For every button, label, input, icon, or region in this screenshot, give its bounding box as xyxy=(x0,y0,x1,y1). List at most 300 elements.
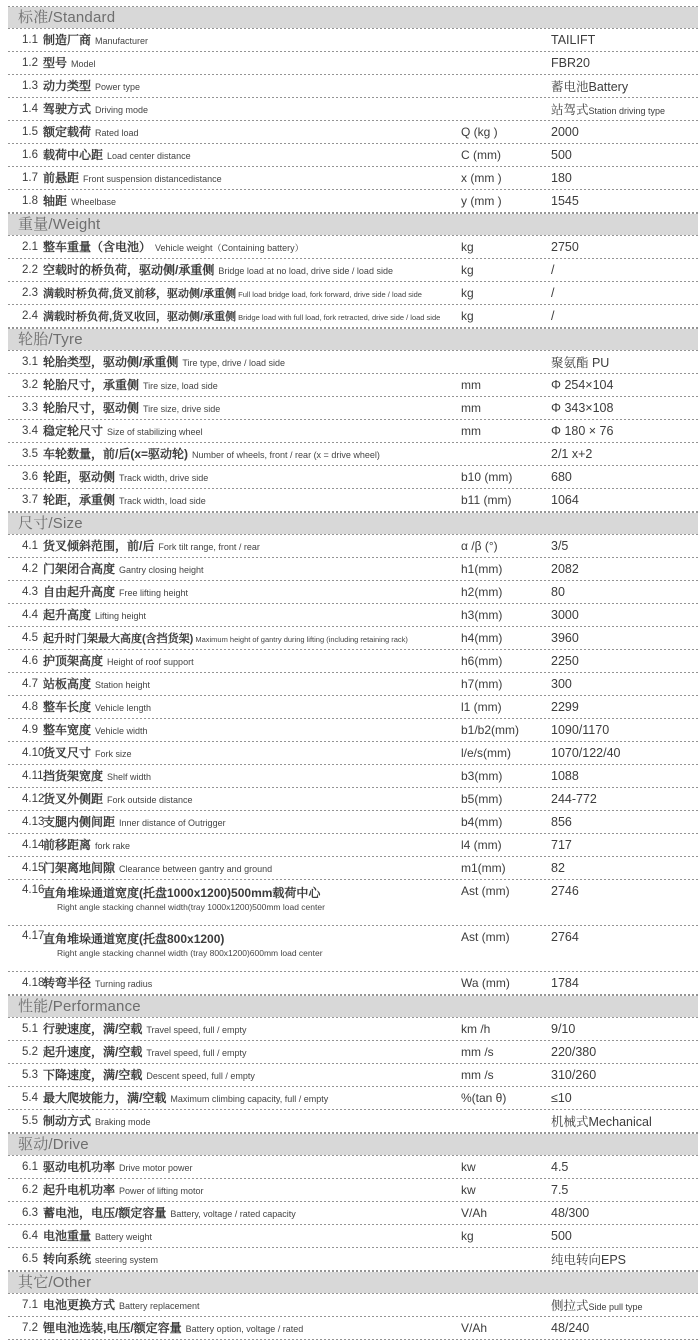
spec-row xyxy=(8,75,698,97)
row-unit-symbol: b11 (mm) xyxy=(461,493,512,507)
row-number: 3.7 xyxy=(22,494,38,506)
row-unit-symbol: Wa (mm) xyxy=(461,976,510,990)
row-label-chinese: 蓄电池，电压/额定容量 xyxy=(43,1206,167,1220)
row-label-english: Height of roof support xyxy=(107,657,194,667)
row-label-english: Bridge load with full load, fork retracted, drive side / load side xyxy=(238,313,441,322)
row-label xyxy=(43,606,461,624)
row-label-chinese: 空载时的桥负荷，驱动侧/承重侧 xyxy=(43,263,215,277)
row-number: 6.1 xyxy=(22,1161,38,1173)
row-label-chinese: 转弯半径 xyxy=(43,976,92,990)
row-label-english: Driving mode xyxy=(95,105,149,115)
row-number: 1.7 xyxy=(22,172,38,184)
row-value-subtext: Side pull type xyxy=(588,1302,643,1312)
row-label-chinese: 前悬距 xyxy=(43,171,80,185)
row-unit-symbol: V/Ah xyxy=(461,1321,488,1335)
row-number: 3.6 xyxy=(22,471,38,483)
row-number: 4.1 xyxy=(22,540,38,552)
row-value-text: 聚氨酯 PU xyxy=(551,356,610,370)
row-label-english: Station height xyxy=(95,680,151,690)
row-unit-symbol: Ast (mm) xyxy=(461,884,510,898)
spec-row xyxy=(8,719,698,741)
row-label-chinese: 起升速度，满/空载 xyxy=(43,1045,143,1059)
row-value-text: 220/380 xyxy=(551,1045,597,1059)
row-unit-symbol: kg xyxy=(461,240,474,254)
row-label xyxy=(43,1227,461,1245)
row-value-text: 180 xyxy=(551,171,572,185)
row-number: 6.3 xyxy=(22,1207,38,1219)
spec-row xyxy=(8,29,698,51)
row-unit-symbol: mm xyxy=(461,378,481,392)
row-value xyxy=(551,1045,698,1059)
row-label-chinese: 轮胎类型，驱动侧/承重侧 xyxy=(43,355,179,369)
row-label-english: Maximum height of gantry during lifting (including retaining rack) xyxy=(195,635,408,644)
row-value xyxy=(551,263,698,277)
row-value-text: Φ 343×108 xyxy=(551,401,614,415)
row-label-chinese: 满载时桥负荷,货叉收回，驱动侧/承重侧 xyxy=(43,311,237,323)
row-label-chinese: 前移距离 xyxy=(43,838,92,852)
row-label-chinese: 起升高度 xyxy=(43,608,92,622)
row-value xyxy=(551,838,698,852)
row-unit-symbol: kw xyxy=(461,1160,476,1174)
spec-row xyxy=(8,880,698,925)
row-label-english: Track width, load side xyxy=(119,496,206,506)
spec-row xyxy=(8,52,698,74)
row-label-chinese: 起升电机功率 xyxy=(43,1183,116,1197)
row-label xyxy=(43,1181,461,1199)
row-label-english: Rated load xyxy=(95,128,139,138)
row-number: 5.1 xyxy=(22,1023,38,1035)
row-label-chinese: 整车宽度 xyxy=(43,723,92,737)
row-value xyxy=(551,746,698,760)
row-number: 2.3 xyxy=(22,287,38,299)
row-value-text: 7.5 xyxy=(551,1183,569,1197)
row-unit-symbol: α /β (°) xyxy=(461,539,498,553)
row-label-chinese: 站板高度 xyxy=(43,677,92,691)
row-value-text: 1090/1170 xyxy=(551,723,610,737)
row-label-english: Travel speed, full / empty xyxy=(146,1025,247,1035)
row-value xyxy=(551,171,698,185)
row-label-chinese: 整车重量（含电池） xyxy=(43,240,152,254)
row-value xyxy=(551,1068,698,1082)
row-label-chinese: 锂电池选装,电压/额定容量 xyxy=(43,1321,182,1335)
row-value xyxy=(551,286,698,300)
row-value xyxy=(551,493,698,507)
spec-row xyxy=(8,190,698,212)
row-unit-symbol: h6(mm) xyxy=(461,654,503,668)
row-number: 5.3 xyxy=(22,1069,38,1081)
row-number: 1.3 xyxy=(22,80,38,92)
row-unit-symbol: h3(mm) xyxy=(461,608,503,622)
spec-row xyxy=(8,581,698,603)
row-unit-symbol: m1(mm) xyxy=(461,861,506,875)
row-unit-symbol: x (mm ) xyxy=(461,171,502,185)
spec-row xyxy=(8,236,698,258)
row-label-english: Clearance between gantry and ground xyxy=(119,864,273,874)
row-label-chinese: 满载时桥负荷,货叉前移，驱动侧/承重侧 xyxy=(43,288,237,300)
row-label-english: Turning radius xyxy=(95,979,153,989)
spec-row xyxy=(8,972,698,994)
row-label-english: Inner distance of Outrigger xyxy=(119,818,226,828)
row-label-chinese: 电池重量 xyxy=(43,1229,92,1243)
row-label xyxy=(43,1112,461,1130)
row-value xyxy=(551,100,698,118)
row-label xyxy=(43,1158,461,1176)
row-value xyxy=(551,401,698,415)
section-header: 标准/Standard xyxy=(8,7,698,28)
spec-row xyxy=(8,650,698,672)
row-value-text: 3/5 xyxy=(551,539,569,553)
row-label-chinese: 门架离地间隙 xyxy=(43,861,116,875)
spec-row xyxy=(8,282,698,304)
row-unit-symbol: kg xyxy=(461,1229,474,1243)
row-label-english: Number of wheels, front / rear (x = drive wheel) xyxy=(192,450,380,460)
row-value-text: 2764 xyxy=(551,930,579,944)
row-label-english: Vehicle width xyxy=(95,726,148,736)
row-value-text: 侧拉式 xyxy=(551,1299,589,1313)
row-value xyxy=(551,654,698,668)
row-value-text: 2250 xyxy=(551,654,579,668)
row-label-english: steering system xyxy=(95,1255,159,1265)
spec-row xyxy=(8,742,698,764)
spec-row xyxy=(8,558,698,580)
row-number: 3.3 xyxy=(22,402,38,414)
row-label-english: Fork tilt range, front / rear xyxy=(158,542,260,552)
row-label-chinese: 整车长度 xyxy=(43,700,92,714)
row-value xyxy=(551,1250,698,1268)
row-value-text: 1545 xyxy=(551,194,579,208)
row-value xyxy=(551,194,698,208)
spec-row xyxy=(8,788,698,810)
row-number: 3.4 xyxy=(22,425,38,437)
row-label xyxy=(43,146,461,164)
row-value-text: 1070/122/40 xyxy=(551,746,621,760)
row-label-english-line2: Right angle stacking channel width(tray 1000x1200)500mm load center xyxy=(57,902,325,912)
row-number: 2.2 xyxy=(22,264,38,276)
row-number: 1.5 xyxy=(22,126,38,138)
row-unit-symbol: kg xyxy=(461,286,474,300)
row-value xyxy=(551,585,698,599)
row-label-chinese: 轴距 xyxy=(43,194,68,208)
row-label xyxy=(43,974,461,992)
row-unit-symbol: kg xyxy=(461,263,474,277)
row-label-english: Gantry closing height xyxy=(119,565,204,575)
row-unit-symbol: b1/b2(mm) xyxy=(461,723,520,737)
spec-row xyxy=(8,1018,698,1040)
row-label-english: Vehicle weight（Containing battery） xyxy=(155,243,304,253)
row-label-chinese: 自由起升高度 xyxy=(43,585,116,599)
spec-row xyxy=(8,1041,698,1063)
spec-sheet xyxy=(8,6,698,1340)
spec-row xyxy=(8,604,698,626)
row-label-english: Battery, voltage / rated capacity xyxy=(170,1209,296,1219)
row-label-chinese: 驾驶方式 xyxy=(43,102,92,116)
spec-row xyxy=(8,857,698,879)
spec-row xyxy=(8,1294,698,1316)
row-value-text: 4.5 xyxy=(551,1160,569,1174)
row-value-text: Φ 254×104 xyxy=(551,378,614,392)
row-value xyxy=(551,1296,698,1314)
row-number: 1.6 xyxy=(22,149,38,161)
row-label xyxy=(43,1066,461,1084)
row-value-text: 纯电转向EPS xyxy=(551,1253,627,1267)
row-value-text: 856 xyxy=(551,815,572,829)
row-label xyxy=(43,169,461,187)
section-header: 重量/Weight xyxy=(8,214,698,235)
spec-row xyxy=(8,466,698,488)
section-header: 性能/Performance xyxy=(8,996,698,1017)
spec-row xyxy=(8,834,698,856)
row-label-english: Shelf width xyxy=(107,772,152,782)
row-label-chinese: 轮距，驱动侧 xyxy=(43,470,116,484)
row-label-english: Battery weight xyxy=(95,1232,153,1242)
row-unit-symbol: mm xyxy=(461,424,481,438)
row-label-english: Descent speed, full / empty xyxy=(146,1071,255,1081)
row-label-english: Battery replacement xyxy=(119,1301,200,1311)
row-label-english: Full load bridge load, fork forward, drive side / load side xyxy=(238,290,422,299)
row-value xyxy=(551,309,698,323)
row-unit-symbol: %(tan θ) xyxy=(461,1091,507,1105)
row-value-text: 244-772 xyxy=(551,792,597,806)
spec-row xyxy=(8,305,698,327)
row-label-chinese: 门架闭合高度 xyxy=(43,562,116,576)
row-unit-symbol: h2(mm) xyxy=(461,585,503,599)
row-number: 5.4 xyxy=(22,1092,38,1104)
row-label xyxy=(43,537,461,555)
row-label xyxy=(43,100,461,118)
row-value xyxy=(551,562,698,576)
row-value xyxy=(551,608,698,622)
row-value-text: TAILIFT xyxy=(551,33,596,47)
row-value xyxy=(551,148,698,162)
row-label xyxy=(43,930,461,948)
row-number: 4.7 xyxy=(22,678,38,690)
row-label xyxy=(43,31,461,49)
row-label-english: Power type xyxy=(95,82,141,92)
spec-row xyxy=(8,1110,698,1132)
section-header: 轮胎/Tyre xyxy=(8,329,698,350)
row-value xyxy=(551,930,698,944)
row-number: 4.4 xyxy=(22,609,38,621)
row-number: 4.2 xyxy=(22,563,38,575)
row-value xyxy=(551,631,698,645)
row-value-text: 48/240 xyxy=(551,1321,590,1335)
row-label xyxy=(43,675,461,693)
row-label-chinese: 轮距，承重侧 xyxy=(43,493,116,507)
row-value-text: 2746 xyxy=(551,884,579,898)
row-value-text: Φ 180 × 76 xyxy=(551,424,614,438)
row-label xyxy=(43,1204,461,1222)
row-label-english: Size of stabilizing wheel xyxy=(107,427,203,437)
row-value xyxy=(551,723,698,737)
spec-row xyxy=(8,673,698,695)
section-header: 其它/Other xyxy=(8,1272,698,1293)
row-label-chinese: 货叉外侧距 xyxy=(43,792,104,806)
row-label-chinese: 电池更换方式 xyxy=(43,1298,116,1312)
row-label-english: Model xyxy=(71,59,96,69)
row-label xyxy=(43,1043,461,1061)
row-value xyxy=(551,1022,698,1036)
row-number: 5.2 xyxy=(22,1046,38,1058)
section-header: 尺寸/Size xyxy=(8,513,698,534)
row-number: 7.2 xyxy=(22,1322,38,1334)
row-unit-symbol: l/e/s(mm) xyxy=(461,746,511,760)
row-value-text: 500 xyxy=(551,148,572,162)
row-label-chinese: 下降速度，满/空载 xyxy=(43,1068,143,1082)
row-label xyxy=(43,859,461,877)
row-label xyxy=(43,1250,461,1268)
row-value-text: 3960 xyxy=(551,631,579,645)
row-unit-symbol: C (mm) xyxy=(461,148,501,162)
row-unit-symbol: mm /s xyxy=(461,1068,494,1082)
row-label-chinese: 直角堆垛通道宽度(托盘800x1200) xyxy=(43,932,225,946)
spec-row xyxy=(8,98,698,120)
row-value-text: 82 xyxy=(551,861,565,875)
row-label-english: Maximum climbing capacity, full / empty xyxy=(170,1094,329,1104)
row-label-english: Tire size, load side xyxy=(143,381,218,391)
row-label xyxy=(43,238,461,256)
row-value-text: 2082 xyxy=(551,562,579,576)
row-number: 4.16 xyxy=(22,884,45,896)
row-value xyxy=(551,77,698,95)
row-label xyxy=(43,491,461,509)
row-unit-symbol: km /h xyxy=(461,1022,491,1036)
row-label xyxy=(43,767,461,785)
row-value xyxy=(551,1112,698,1130)
row-label xyxy=(43,744,461,762)
row-label-chinese: 制动方式 xyxy=(43,1114,92,1128)
spec-row xyxy=(8,1225,698,1247)
spec-row xyxy=(8,1248,698,1270)
row-number: 1.1 xyxy=(22,34,38,46)
row-number: 4.9 xyxy=(22,724,38,736)
row-label-chinese: 挡货架宽度 xyxy=(43,769,104,783)
row-label-english: Tire size, drive side xyxy=(143,404,221,414)
row-value xyxy=(551,1321,698,1335)
spec-row xyxy=(8,765,698,787)
row-label-chinese: 转向系统 xyxy=(43,1252,92,1266)
row-number: 4.17 xyxy=(22,930,45,942)
row-value-text: 310/260 xyxy=(551,1068,597,1082)
row-label-chinese: 行驶速度，满/空载 xyxy=(43,1022,143,1036)
row-label-english: Manufacturer xyxy=(95,36,149,46)
row-value xyxy=(551,33,698,47)
row-number: 4.6 xyxy=(22,655,38,667)
spec-row xyxy=(8,167,698,189)
row-number: 4.11 xyxy=(22,770,44,782)
row-value-text: ≤10 xyxy=(551,1091,572,1105)
spec-row xyxy=(8,259,698,281)
row-unit-symbol: b4(mm) xyxy=(461,815,503,829)
row-label-chinese: 起升时门架最大高度(含挡货架) xyxy=(43,633,194,645)
row-unit-symbol: y (mm ) xyxy=(461,194,502,208)
row-value-text: 717 xyxy=(551,838,572,852)
row-value-text: 2/1 x+2 xyxy=(551,447,593,461)
row-value-text: / xyxy=(551,263,555,277)
row-value-text: 300 xyxy=(551,677,572,691)
row-label-chinese: 载荷中心距 xyxy=(43,148,104,162)
spec-row xyxy=(8,144,698,166)
row-label xyxy=(43,54,461,72)
row-value-text: 蓄电池Battery xyxy=(551,80,629,94)
spec-row xyxy=(8,811,698,833)
row-label-english: Fork outside distance xyxy=(107,795,193,805)
row-label-chinese: 车轮数量，前/后(x=驱动轮) xyxy=(43,447,189,461)
row-value xyxy=(551,861,698,875)
row-label-english: Load center distance xyxy=(107,151,191,161)
row-label-chinese: 直角堆垛通道宽度(托盘1000x1200)500mm载荷中心 xyxy=(43,886,321,900)
row-label-english: Tire type, drive / load side xyxy=(182,358,286,368)
row-unit-symbol: V/Ah xyxy=(461,1206,488,1220)
row-unit-symbol: l1 (mm) xyxy=(461,700,502,714)
row-value-text: 2750 xyxy=(551,240,579,254)
row-number: 4.10 xyxy=(22,747,45,759)
row-value-text: 2299 xyxy=(551,700,579,714)
row-value xyxy=(551,424,698,438)
spec-row xyxy=(8,443,698,465)
row-number: 7.1 xyxy=(22,1299,38,1311)
row-label xyxy=(43,884,461,902)
row-number: 4.3 xyxy=(22,586,38,598)
row-label xyxy=(43,284,461,302)
row-unit-symbol: b5(mm) xyxy=(461,792,503,806)
row-label-english: Track width, drive side xyxy=(119,473,209,483)
row-number: 4.15 xyxy=(22,862,45,874)
row-value xyxy=(551,1183,698,1197)
row-label-chinese: 动力类型 xyxy=(43,79,92,93)
row-label-english: Travel speed, full / empty xyxy=(146,1048,247,1058)
row-number: 6.2 xyxy=(22,1184,38,1196)
spec-row xyxy=(8,535,698,557)
row-value-text: 1784 xyxy=(551,976,579,990)
row-value-text: 1088 xyxy=(551,769,579,783)
row-value xyxy=(551,700,698,714)
spec-row xyxy=(8,489,698,511)
row-label xyxy=(43,376,461,394)
row-label xyxy=(43,123,461,141)
row-number: 2.4 xyxy=(22,310,38,322)
row-label-chinese: 型号 xyxy=(43,56,68,70)
row-label-chinese: 额定载荷 xyxy=(43,125,92,139)
row-value xyxy=(551,884,698,898)
row-label xyxy=(43,560,461,578)
row-value-text: 80 xyxy=(551,585,565,599)
row-label-chinese: 驱动电机功率 xyxy=(43,1160,116,1174)
row-unit-symbol: b3(mm) xyxy=(461,769,503,783)
row-value xyxy=(551,769,698,783)
row-value-text: 站驾式 xyxy=(551,103,589,117)
spec-row xyxy=(8,397,698,419)
row-label-english: Wheelbase xyxy=(71,197,117,207)
row-value xyxy=(551,1091,698,1105)
row-value xyxy=(551,125,698,139)
row-unit-symbol: mm xyxy=(461,401,481,415)
row-label xyxy=(43,422,461,440)
row-label xyxy=(43,192,461,210)
row-label xyxy=(43,399,461,417)
row-label xyxy=(43,813,461,831)
row-value-text: 680 xyxy=(551,470,572,484)
row-number: 4.18 xyxy=(22,977,45,989)
row-number: 3.2 xyxy=(22,379,38,391)
row-value xyxy=(551,976,698,990)
row-value xyxy=(551,240,698,254)
row-label xyxy=(43,1089,461,1107)
spec-row xyxy=(8,1064,698,1086)
row-label-chinese: 货叉尺寸 xyxy=(43,746,92,760)
row-unit-symbol: b10 (mm) xyxy=(461,470,513,484)
row-value-text: 机械式Mechanical xyxy=(551,1115,652,1129)
row-number: 4.12 xyxy=(22,793,45,805)
